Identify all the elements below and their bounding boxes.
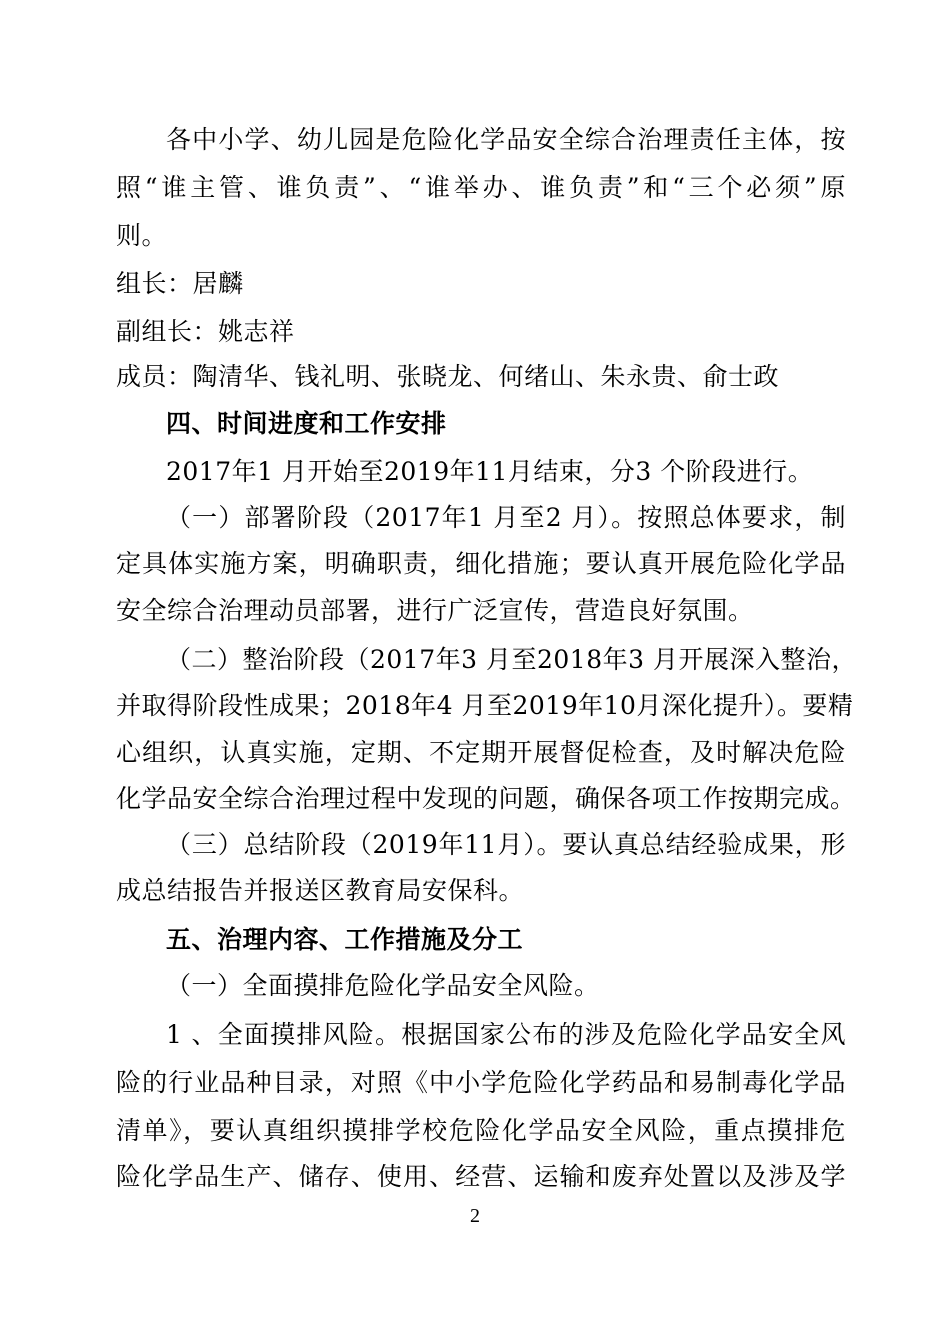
paragraph-line: （二）整治阶段（2017年3 月至2018年3 月开展深入整治， [166, 645, 857, 674]
paragraph-line: 化学品安全综合治理过程中发现的问题，确保各项工作按期完成。 [116, 784, 856, 813]
paragraph-line: 各中小学、幼儿园是危险化学品安全综合治理责任主体，按 [166, 125, 846, 154]
paragraph-line: 则。 [116, 221, 168, 250]
paragraph-line: （三）总结阶段（2019年11月）。要认真总结经验成果，形 [166, 830, 846, 859]
page-number: 2 [470, 1205, 480, 1227]
paragraph-line: 清单》，要认真组织摸排学校危险化学品安全风险，重点摸排危 [116, 1116, 846, 1145]
section-heading: 四、时间进度和工作安排 [166, 409, 447, 438]
paragraph-line: 安全综合治理动员部署，进行广泛宣传，营造良好氛围。 [116, 596, 754, 625]
group-leader-line: 组长：居麟 [116, 269, 244, 298]
paragraph-line: 成总结报告并报送区教育局安保科。 [116, 876, 525, 905]
paragraph-line: 险的行业品种目录，对照《中小学危险化学药品和易制毒化学品 [116, 1068, 846, 1097]
paragraph-line: 照“谁主管、谁负责”、“谁举办、谁负责”和“三个必须”原 [116, 173, 846, 202]
paragraph-line: 险化学品生产、储存、使用、经营、运输和废弃处置以及涉及学 [116, 1162, 846, 1191]
subsection-heading: （一）全面摸排危险化学品安全风险。 [166, 971, 600, 1000]
paragraph-line: 1 、全面摸排风险。根据国家公布的涉及危险化学品安全风 [166, 1020, 846, 1049]
section-heading: 五、治理内容、工作措施及分工 [166, 925, 524, 954]
paragraph-line: 心组织，认真实施，定期、不定期开展督促检查，及时解决危险 [116, 738, 846, 767]
deputy-leader-line: 副组长：姚志祥 [116, 317, 295, 346]
paragraph-line: 并取得阶段性成果；2018年4 月至2019年10月深化提升）。要精 [116, 691, 854, 720]
paragraph-line: （一）部署阶段（2017年1 月至2 月）。按照总体要求，制 [166, 503, 846, 532]
members-line: 成员：陶清华、钱礼明、张晓龙、何绪山、朱永贵、俞士政 [116, 362, 780, 391]
paragraph-line: 2017年1 月开始至2019年11月结束，分3 个阶段进行。 [166, 457, 814, 486]
paragraph-line: 定具体实施方案，明确职责，细化措施；要认真开展危险化学品 [116, 549, 846, 578]
